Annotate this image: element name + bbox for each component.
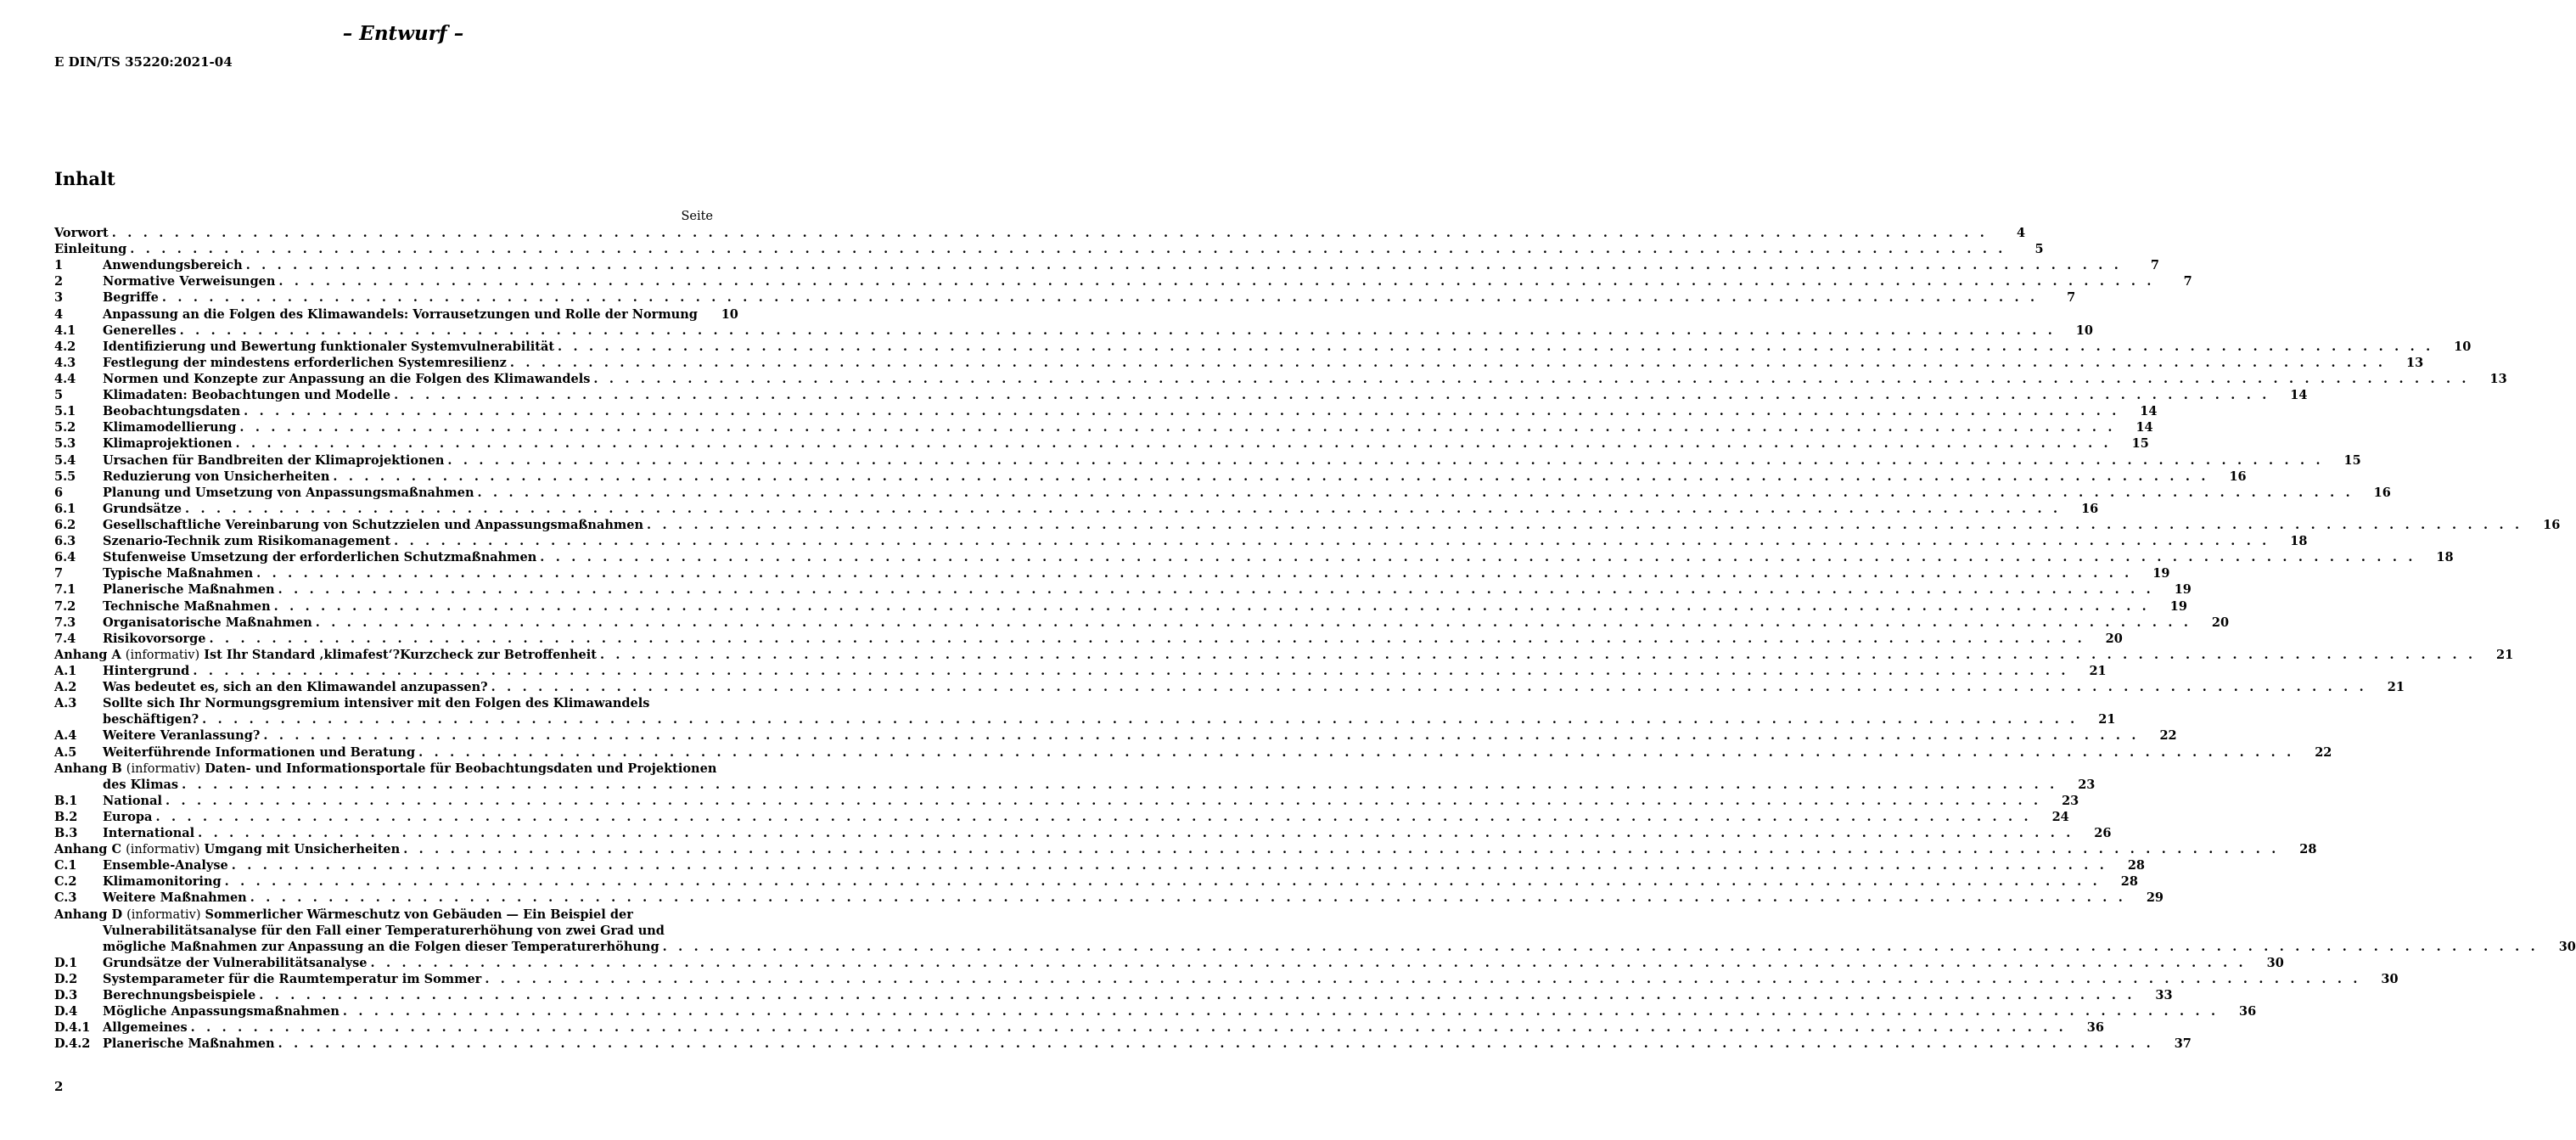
dot-leader: . . . . . . . . . . . . . . . . . . . . . . . . . . . . . . . . . . . . . . . . . . . . . . . . . . . . . . . . . . . . . . . . . . . . . . . . . . . . . . . . . . . . . . . . . . . . . . . . . . . . . . . . . . . . . . . . . . . . . . . .	[155, 809, 2032, 824]
toc-entry-page: 19	[2152, 566, 2170, 581]
dot-leader: . . . . . . . . . . . . . . . . . . . . . . . . . . . . . . . . . . . . . . . . . . . . . . . . . . . . . . . . . . . . . . . . . . . . . . . . . . . . . . . . . . . . . . . . . . . . . . . . . . . . . . . . . . . . . . . . . . . . . . . .	[370, 955, 2247, 970]
toc-entry-title: Weitere Veranlassung?	[103, 728, 261, 744]
toc-entry-page: 16	[2081, 501, 2099, 516]
dot-leader: . . . . . . . . . . . . . . . . . . . . . . . . . . . . . . . . . . . . . . . . . . . . . . . . . . . . . . . . . . . . . . . . . . . . . . . . . . . . . . . . . . . . . . . . . . . . . . . . . . . . . . . . . . . . . . . . . . . . . . . .	[165, 793, 2042, 808]
dot-leader: . . . . . . . . . . . . . . . . . . . . . . . . . . . . . . . . . . . . . . . . . . . . . . . . . . . . . . . . . . . . . . . . . . . . . . . . . . . . . . . . . . . . . . . . . . . . . . . . . . . . . . . . . . . . . . . . . . . . . . . .	[447, 452, 2324, 468]
toc-entry-title: Vulnerabilitätsanalyse für den Fall einer Temperaturerhöhung von zwei Grad und	[103, 923, 665, 938]
toc-entry-title: Technische Maßnahmen	[103, 598, 271, 614]
toc-entry-title: Stufenweise Umsetzung der erforderlichen Schutzmaßnahmen	[103, 550, 537, 565]
toc-entry[interactable]	[54, 841, 2317, 857]
toc-entry[interactable]	[54, 777, 2096, 793]
toc-entry-page: 5	[2034, 242, 2044, 257]
dot-leader: . . . . . . . . . . . . . . . . . . . . . . . . . . . . . . . . . . . . . . . . . . . . . . . . . . . . . . . . . . . . . . . . . . . . . . . . . . . . . . . . . . . . . . . . . . . . . . . . . . . . . . . . . . . . . . . . . . . . . . . .	[278, 274, 2155, 289]
toc-entry-title: Identifizierung und Bewertung funktionaler Systemvulnerabilität	[103, 339, 555, 354]
toc-entry[interactable]	[54, 1036, 2192, 1052]
dot-leader: . . . . . . . . . . . . . . . . . . . . . . . . . . . . . . . . . . . . . . . . . . . . . . . . . . . . . . . . . . . . . . . . . . . . . . . . . . . . . . . . . . . . . . . . . . . . . . . . . . . . . . . . . . . . . . . . . . . . . . . .	[273, 598, 2150, 614]
toc-entry-page: 21	[2089, 663, 2107, 678]
toc-entry-page: 15	[2131, 436, 2149, 452]
toc-entry-annex-title	[54, 761, 720, 778]
toc-entry-number: A.4	[54, 728, 77, 744]
toc-entry-title: des Klimas	[103, 777, 179, 792]
dot-leader: . . . . . . . . . . . . . . . . . . . . . . . . . . . . . . . . . . . . . . . . . . . . . . . . . . . . . . . . . . . . . . . . . . . . . . . . . . . . . . . . . . . . . . . . . . . . . . . . . . . . . . . . . . . . . . . . . . . . . . . .	[418, 744, 2295, 760]
toc-entry-page: 4	[2016, 226, 2026, 240]
toc-entry-number: 4.3	[54, 355, 76, 370]
toc-entry-page: 13	[2489, 371, 2507, 386]
dot-leader: . . . . . . . . . . . . . . . . . . . . . . . . . . . . . . . . . . . . . . . . . . . . . . . . . . . . . . . . . . . . . . . . . . . . . . . . . . . . . . . . . . . . . . . . . . . . . . . . . . . . . . . . . . . . . . . . . . . . . . . .	[256, 566, 2133, 581]
toc-entry-number: 4.1	[54, 323, 76, 338]
toc-entry-page: 23	[2062, 793, 2079, 808]
dot-leader: . . . . . . . . . . . . . . . . . . . . . . . . . . . . . . . . . . . . . . . . . . . . . . . . . . . . . . . . . . . . . . . . . . . . . . . . . . . . . . . . . . . . . . . . . . . . . . . . . . . . . . . . . . . . . . . . . . . . . . . .	[245, 258, 2122, 273]
toc-entry[interactable]	[54, 663, 2107, 679]
toc-entry[interactable]	[54, 1003, 2257, 1019]
toc-entry[interactable]	[54, 549, 2454, 565]
toc-entry[interactable]	[54, 857, 2146, 873]
toc-entry-page: 7	[2067, 290, 2076, 306]
toc-entry[interactable]	[54, 387, 2308, 403]
dot-leader: . . . . . . . . . . . . . . . . . . . . . . . . . . . . . . . . . . . . . . . . . . . . . . . . . . . . . . . . . . . . . . . . . . . . . . . . . . . . . . . . . . . . . . . . . . . . . . . . . . . . . . . . . . . . . . . . . . . . . . . .	[239, 420, 2116, 435]
toc-entry-title: Klimadaten: Beobachtungen und Modelle	[103, 388, 391, 403]
toc-entry-title: Reduzierung von Unsicherheiten	[103, 469, 330, 484]
toc-entry[interactable]	[54, 907, 714, 923]
toc-entry-title: Hintergrund	[103, 663, 190, 678]
toc-entry-title: Planung und Umsetzung von Anpassungsmaßnahmen	[103, 485, 474, 500]
toc-entry-title: Beobachtungsdaten	[103, 404, 241, 419]
toc-entry-number: C.2	[54, 874, 77, 890]
dot-leader: . . . . . . . . . . . . . . . . . . . . . . . . . . . . . . . . . . . . . . . . . . . . . . . . . . . . . . . . . . . . . . . . . . . . . . . . . . . . . . . . . . . . . . . . . . . . . . . . . . . . . . . . . . . . . . . . . . . . . . . .	[342, 1004, 2220, 1019]
toc-entry[interactable]	[54, 323, 2093, 339]
toc-entry[interactable]	[54, 761, 717, 777]
toc-entry-title: Berechnungsbeispiele	[103, 988, 256, 1003]
toc-entry[interactable]	[54, 890, 2164, 906]
annex-informative: (informativ)	[126, 843, 200, 857]
toc-entry-page: 30	[2266, 955, 2284, 970]
dot-leader: . . . . . . . . . . . . . . . . . . . . . . . . . . . . . . . . . . . . . . . . . . . . . . . . . . . . . . . . . . . . . . . . . . . . . . . . . . . . . . . . . . . . . . . . . . . . . . . . . . . . . . . . . . . . . . . . . . . . . . . .	[244, 404, 2120, 419]
dot-leader: . . . . . . . . . . . . . . . . . . . . . . . . . . . . . . . . . . . . . . . . . . . . . . . . . . . . . . . . . . . . . . . . . . . . . . . . . . . . . . . . . . . . . . . . . . . . . . . . . . . . . . . . . . . . . . . . . . . . . . . .	[558, 339, 2434, 354]
toc-entry-number: 1	[54, 258, 64, 273]
toc-entry-page: 21	[2496, 647, 2514, 662]
toc-entry-page: 28	[2127, 858, 2146, 873]
toc-entry-page: 13	[2406, 355, 2424, 370]
dot-leader: . . . . . . . . . . . . . . . . . . . . . . . . . . . . . . . . . . . . . . . . . . . . . . . . . . . . . . . . . . . . . . . . . . . . . . . . . . . . . . . . . . . . . . . . . . . . . . . . . . . . . . . . . . . . . . . . . . . . . . . .	[509, 355, 2387, 370]
toc-entry[interactable]	[54, 679, 2405, 695]
dot-leader: . . . . . . . . . . . . . . . . . . . . . . . . . . . . . . . . . . . . . . . . . . . . . . . . . . . . . . . . . . . . . . . . . . . . . . . . . . . . . . . . . . . . . . . . . . . . . . . . . . . . . . . . . . . . . . . . . . . . . . . .	[491, 680, 2367, 695]
dot-leader: . . . . . . . . . . . . . . . . . . . . . . . . . . . . . . . . . . . . . . . . . . . . . . . . . . . . . . . . . . . . . . . . . . . . . . . . . . . . . . . . . . . . . . . . . . . . . . . . . . . . . . . . . . . . . . . . . . . . . . . .	[190, 1020, 2067, 1036]
toc-entry[interactable]	[54, 403, 2158, 419]
toc-entry-title: Klimamonitoring	[103, 874, 222, 890]
dot-leader: . . . . . . . . . . . . . . . . . . . . . . . . . . . . . . . . . . . . . . . . . . . . . . . . . . . . . . . . . . . . . . . . . . . . . . . . . . . . . . . . . . . . . . . . . . . . . . . . . . . . . . . . . . . . . . . . . . . . . . . .	[540, 550, 2416, 565]
toc-entry-page: 36	[2086, 1020, 2104, 1036]
annex-prefix: Anhang A	[54, 647, 121, 662]
toc-entry[interactable]	[54, 727, 2177, 744]
toc-entry-number: B.2	[54, 809, 78, 824]
toc-entry-page: 7	[2183, 274, 2192, 289]
toc-entry-title: Mögliche Anpassungsmaßnahmen	[103, 1004, 340, 1019]
dot-leader: . . . . . . . . . . . . . . . . . . . . . . . . . . . . . . . . . . . . . . . . . . . . . . . . . . . . . . . . . . . . . . . . . . . . . . . . . . . . . . . . . . . . . . . . . . . . . . . . . . . . . . . . . . . . . . . . . . . . . . . .	[130, 242, 2006, 257]
toc-entry-title: Organisatorische Maßnahmen	[103, 615, 312, 630]
toc-entry-page: 16	[2373, 485, 2391, 500]
toc-entry-number: 5.4	[54, 452, 76, 468]
toc-entry-title: Einleitung	[54, 242, 127, 257]
dot-leader: . . . . . . . . . . . . . . . . . . . . . . . . . . . . . . . . . . . . . . . . . . . . . . . . . . . . . . . . . . . . . . . . . . . . . . . . . . . . . . . . . . . . . . . . . . . . . . . . . . . . . . . . . . . . . . . . . . . . . . . .	[202, 712, 2079, 727]
toc-entry-number: 6	[54, 485, 64, 500]
toc-entry[interactable]	[54, 225, 2026, 241]
annex-prefix: Anhang C	[54, 842, 121, 857]
toc-entry-page: 23	[2078, 777, 2096, 792]
toc-entry[interactable]	[54, 939, 2576, 955]
toc-entry[interactable]	[54, 987, 2173, 1003]
dot-leader: . . . . . . . . . . . . . . . . . . . . . . . . . . . . . . . . . . . . . . . . . . . . . . . . . . . . . . . . . . . . . . . . . . . . . . . . . . . . . . . . . . . . . . . . . . . . . . . . . . . . . . . . . . . . . . . . . . . . . . . .	[662, 939, 2539, 954]
toc-entry-title: beschäftigen?	[103, 712, 199, 727]
toc-entry-title: Gesellschaftliche Vereinbarung von Schutzzielen und Anpassungsmaßnahmen	[103, 517, 643, 532]
toc-entry-number: 7.1	[54, 582, 76, 598]
draft-label: – Entwurf –	[342, 22, 464, 45]
toc-entry[interactable]	[54, 793, 2079, 809]
toc-entry[interactable]	[54, 469, 2247, 485]
toc-entry-title: International	[103, 826, 195, 841]
toc-entry[interactable]	[54, 1019, 2104, 1036]
toc-entry[interactable]	[54, 565, 2170, 581]
dot-leader: . . . . . . . . . . . . . . . . . . . . . . . . . . . . . . . . . . . . . . . . . . . . . . . . . . . . . . . . . . . . . . . . . . . . . . . . . . . . . . . . . . . . . . . . . . . . . . . . . . . . . . . . . . . . . . . . . . . . . . . .	[403, 842, 2280, 857]
dot-leader: . . . . . . . . . . . . . . . . . . . . . . . . . . . . . . . . . . . . . . . . . . . . . . . . . . . . . . . . . . . . . . . . . . . . . . . . . . . . . . . . . . . . . . . . . . . . . . . . . . . . . . . . . . . . . . . . . . . . . . . .	[259, 988, 2135, 1003]
toc-entry-title: Grundsätze der Vulnerabilitätsanalyse	[103, 955, 368, 970]
toc-entry[interactable]	[54, 257, 2159, 273]
toc-entry-page: 20	[2105, 631, 2123, 646]
toc-entry[interactable]	[54, 711, 2116, 727]
toc-entry-annex-title	[54, 647, 600, 664]
toc-entry-title: Festlegung der mindestens erforderlichen Systemresilienz	[103, 355, 507, 370]
toc-entry-number: D.4	[54, 1004, 78, 1019]
toc-entry[interactable]	[54, 971, 2399, 987]
dot-leader: . . . . . . . . . . . . . . . . . . . . . . . . . . . . . . . . . . . . . . . . . . . . . . . . . . . . . . . . . . . . . . . . . . . . . . . . . . . . . . . . . . . . . . . . . . . . . . . . . . . . . . . . . . . . . . . . . . . . . . . .	[394, 388, 2270, 403]
toc-entry-page: 14	[2135, 420, 2153, 435]
annex-title: Sommerlicher Wärmeschutz von Gebäuden — Ein Beispiel der	[205, 907, 633, 922]
toc-entry-number: 7.3	[54, 615, 76, 630]
toc-entry-title: Europa	[103, 809, 153, 824]
toc-entry-title: Allgemeines	[103, 1020, 188, 1036]
toc-entry-title: Planerische Maßnahmen	[103, 1036, 275, 1052]
dot-leader: . . . . . . . . . . . . . . . . . . . . . . . . . . . . . . . . . . . . . . . . . . . . . . . . . . . . . . . . . . . . . . . . . . . . . . . . . . . . . . . . . . . . . . . . . . . . . . . . . . . . . . . . . . . . . . . . . . . . . . . .	[231, 858, 2108, 873]
toc-entry[interactable]	[54, 873, 2138, 890]
toc-entry-page: 37	[2174, 1036, 2192, 1052]
toc-entry-page: 10	[2075, 323, 2093, 338]
dot-leader: . . . . . . . . . . . . . . . . . . . . . . . . . . . . . . . . . . . . . . . . . . . . . . . . . . . . . . . . . . . . . . . . . . . . . . . . . . . . . . . . . . . . . . . . . . . . . . . . . . . . . . . . . . . . . . . . . . . . . . . .	[593, 371, 2470, 386]
toc-title: Inhalt	[54, 168, 115, 189]
dot-leader: . . . . . . . . . . . . . . . . . . . . . . . . . . . . . . . . . . . . . . . . . . . . . . . . . . . . . . . . . . . . . . . . . . . . . . . . . . . . . . . . . . . . . . . . . . . . . . . . . . . . . . . . . . . . . . . . . . . . . . . .	[161, 290, 2039, 306]
toc-entry-number: 3	[54, 290, 64, 306]
toc-entry-number: 6.4	[54, 550, 76, 565]
toc-entry-number: A.3	[54, 696, 77, 711]
toc-entry-annex-title	[54, 841, 403, 858]
toc-entry[interactable]	[54, 809, 2069, 825]
toc-entry-title: Planerische Maßnahmen	[103, 582, 275, 598]
toc-entry[interactable]	[54, 581, 2192, 598]
dot-leader: . . . . . . . . . . . . . . . . . . . . . . . . . . . . . . . . . . . . . . . . . . . . . . . . . . . . . . . . . . . . . . . . . . . . . . . . . . . . . . . . . . . . . . . . . . . . . . . . . . . . . . . . . . . . . . . . . . . . . . . .	[209, 631, 2085, 646]
toc-entry-number: D.3	[54, 988, 78, 1003]
toc-entry-page: 20	[2211, 615, 2230, 630]
toc-entry-number: 4	[54, 306, 64, 322]
toc-entry-number: D.1	[54, 955, 78, 970]
toc-entry[interactable]	[54, 598, 2187, 615]
toc-entry-page: 14	[2290, 388, 2308, 403]
toc-entry-number: 4.4	[54, 371, 76, 386]
toc-entry-title: Normen und Konzepte zur Anpassung an die Folgen des Klimawandels	[103, 371, 591, 386]
toc-entry[interactable]	[54, 923, 714, 939]
toc-entry-title: Ursachen für Bandbreiten der Klimaprojektionen	[103, 452, 445, 468]
toc-entry-number: D.4.2	[54, 1036, 91, 1052]
toc-entry[interactable]	[54, 435, 2149, 452]
dot-leader: . . . . . . . . . . . . . . . . . . . . . . . . . . . . . . . . . . . . . . . . . . . . . . . . . . . . . . . . . . . . . . . . . . . . . . . . . . . . . . . . . . . . . . . . . . . . . . . . . . . . . . . . . . . . . . . . . . . . . . . .	[193, 663, 2069, 678]
toc-entry-title: Anwendungsbereich	[103, 258, 243, 273]
toc-entry-title: Systemparameter für die Raumtemperatur im Sommer	[103, 972, 482, 987]
toc-entry-number: 5.1	[54, 404, 76, 419]
toc-entry-title: National	[103, 793, 162, 808]
toc-entry-page: 30	[2381, 972, 2399, 987]
toc-entry-page: 29	[2146, 890, 2164, 906]
toc-entry-title: Begriffe	[103, 290, 159, 306]
toc-entry[interactable]	[54, 695, 714, 711]
page-number: 2	[54, 1079, 64, 1094]
annex-title: Ist Ihr Standard ‚klimafest‘?Kurzcheck zur Betroffenheit	[204, 647, 597, 662]
toc-entry-page: 18	[2436, 550, 2454, 565]
toc-entry-number: 5	[54, 388, 64, 403]
toc-entry-number: A.1	[54, 663, 77, 678]
dot-leader: . . . . . . . . . . . . . . . . . . . . . . . . . . . . . . . . . . . . . . . . . . . . . . . . . . . . . . . . . . . . . . . . . . . . . . . . . . . . . . . . . . . . . . . . . . . . . . . . . . . . . . . . . . . . . . . . . . . . . . . .	[184, 501, 2062, 516]
toc-entry-number: 5.2	[54, 420, 76, 435]
toc-entry[interactable]	[54, 273, 2192, 289]
toc-entry-title: Sollte sich Ihr Normungsgremium intensiver mit den Folgen des Klimawandels	[103, 696, 650, 711]
toc-entry-title: Weitere Maßnahmen	[103, 890, 247, 906]
toc-entry-number: D.4.1	[54, 1020, 91, 1036]
toc-entry[interactable]	[54, 615, 2230, 631]
toc-entry[interactable]	[54, 744, 2332, 761]
toc-entry-page: 24	[2051, 809, 2069, 824]
dot-leader: . . . . . . . . . . . . . . . . . . . . . . . . . . . . . . . . . . . . . . . . . . . . . . . . . . . . . . . . . . . . . . . . . . . . . . . . . . . . . . . . . . . . . . . . . . . . . . . . . . . . . . . . . . . . . . . . . . . . . . . .	[235, 436, 2112, 452]
toc-entry-number: 6.3	[54, 534, 76, 549]
toc-entry-title: Risikovorsorge	[103, 631, 206, 646]
toc-entry-number: A.2	[54, 680, 77, 695]
annex-title: Umgang mit Unsicherheiten	[204, 842, 401, 857]
toc-entry-title: Weiterführende Informationen und Beratung	[103, 744, 416, 760]
toc-entry-title: Vorwort	[54, 226, 109, 240]
toc-entry[interactable]	[54, 419, 2153, 435]
toc-entry-number: D.2	[54, 972, 78, 987]
dot-leader: . . . . . . . . . . . . . . . . . . . . . . . . . . . . . . . . . . . . . . . . . . . . . . . . . . . . . . . . . . . . . . . . . . . . . . . . . . . . . . . . . . . . . . . . . . . . . . . . . . . . . . . . . . . . . . . . . . . . . . . .	[315, 615, 2192, 630]
toc-entry-title: Anpassung an die Folgen des Klimawandels: Vorrausetzungen und Rolle der Normung	[103, 306, 698, 322]
toc-entry-page: 36	[2239, 1004, 2257, 1019]
document-id: E DIN/TS 35220:2021-04	[54, 54, 233, 70]
toc-entry-page: 15	[2343, 452, 2361, 468]
toc-entry-title: Was bedeutet es, sich an den Klimawandel anzupassen?	[103, 680, 488, 695]
toc-entry-title: Normative Verweisungen	[103, 274, 276, 289]
toc-entry[interactable]	[54, 501, 2099, 517]
toc-entry-number: 6.2	[54, 517, 76, 532]
toc-entry-number: 5.5	[54, 469, 76, 484]
toc-entry-title: Klimamodellierung	[103, 420, 237, 435]
toc-entry-title: Grundsätze	[103, 501, 182, 516]
toc-entry-page: 21	[2098, 712, 2116, 727]
dot-leader: . . . . . . . . . . . . . . . . . . . . . . . . . . . . . . . . . . . . . . . . . . . . . . . . . . . . . . . . . . . . . . . . . . . . . . . . . . . . . . . . . . . . . . . . . . . . . . . . . . . . . . . . . . . . . . . . . . . . . . . .	[263, 728, 2140, 744]
toc-entry-page: 33	[2155, 988, 2173, 1003]
toc-entry-number: 5.3	[54, 436, 76, 452]
toc-entry-title: mögliche Maßnahmen zur Anpassung an die Folgen dieser Temperaturerhöhung	[103, 939, 659, 954]
annex-title: Daten- und Informationsportale für Beobachtungsdaten und Projektionen	[205, 761, 717, 776]
toc-entry-title: Szenario-Technik zum Risikomanagement	[103, 534, 391, 549]
toc-entry[interactable]	[54, 306, 738, 323]
dot-leader: . . . . . . . . . . . . . . . . . . . . . . . . . . . . . . . . . . . . . . . . . . . . . . . . . . . . . . . . . . . . . . . . . . . . . . . . . . . . . . . . . . . . . . . . . . . . . . . . . . . . . . . . . . . . . . . . . . . . . . . .	[647, 517, 2523, 532]
toc-entry-page: 16	[2229, 469, 2247, 484]
annex-prefix: Anhang B	[54, 761, 122, 776]
toc-entry-number: 7.2	[54, 598, 76, 614]
toc-entry[interactable]	[54, 631, 2123, 647]
toc-entry-page: 10	[721, 306, 738, 322]
toc-entry-title: Klimaprojektionen	[103, 436, 233, 452]
dot-leader: . . . . . . . . . . . . . . . . . . . . . . . . . . . . . . . . . . . . . . . . . . . . . . . . . . . . . . . . . . . . . . . . . . . . . . . . . . . . . . . . . . . . . . . . . . . . . . . . . . . . . . . . . . . . . . . . . . . . . . . .	[485, 972, 2361, 987]
toc-entry[interactable]	[54, 355, 2424, 371]
dot-leader: . . . . . . . . . . . . . . . . . . . . . . . . . . . . . . . . . . . . . . . . . . . . . . . . . . . . . . . . . . . . . . . . . . . . . . . . . . . . . . . . . . . . . . . . . . . . . . . . . . . . . . . . . . . . . . . . . . . . . . . .	[111, 226, 1989, 240]
toc-entry-number: B.3	[54, 826, 78, 841]
toc-entry-page: 21	[2387, 680, 2405, 695]
annex-informative: (informativ)	[125, 648, 200, 662]
toc-entry-page: 28	[2120, 874, 2138, 890]
toc-entry-page: 7	[2150, 258, 2159, 273]
annex-prefix: Anhang D	[54, 907, 123, 922]
toc-entry-number: C.1	[54, 858, 77, 873]
toc-entry-number: 4.2	[54, 339, 76, 354]
dot-leader: . . . . . . . . . . . . . . . . . . . . . . . . . . . . . . . . . . . . . . . . . . . . . . . . . . . . . . . . . . . . . . . . . . . . . . . . . . . . . . . . . . . . . . . . . . . . . . . . . . . . . . . . . . . . . . . . . . . . . . . .	[179, 323, 2056, 338]
dot-leader: . . . . . . . . . . . . . . . . . . . . . . . . . . . . . . . . . . . . . . . . . . . . . . . . . . . . . . . . . . . . . . . . . . . . . . . . . . . . . . . . . . . . . . . . . . . . . . . . . . . . . . . . . . . . . . . . . . . . . . . .	[250, 890, 2127, 906]
toc-entry-page: 22	[2159, 728, 2177, 744]
toc-entry-number: 7	[54, 566, 64, 581]
toc-entry[interactable]	[54, 289, 2076, 306]
annex-informative: (informativ)	[126, 761, 201, 776]
toc-entry-annex-title	[54, 907, 637, 924]
toc-entry[interactable]	[54, 533, 2308, 549]
dot-leader: . . . . . . . . . . . . . . . . . . . . . . . . . . . . . . . . . . . . . . . . . . . . . . . . . . . . . . . . . . . . . . . . . . . . . . . . . . . . . . . . . . . . . . . . . . . . . . . . . . . . . . . . . . . . . . . . . . . . . . . .	[182, 777, 2058, 792]
toc-entry[interactable]	[54, 517, 2561, 533]
toc-entry[interactable]	[54, 647, 2514, 663]
toc-entry[interactable]	[54, 485, 2391, 501]
toc-entry[interactable]	[54, 452, 2361, 469]
toc-entry-page: 19	[2169, 598, 2187, 614]
dot-leader: . . . . . . . . . . . . . . . . . . . . . . . . . . . . . . . . . . . . . . . . . . . . . . . . . . . . . . . . . . . . . . . . . . . . . . . . . . . . . . . . . . . . . . . . . . . . . . . . . . . . . . . . . . . . . . . . . . . . . . . .	[394, 534, 2270, 549]
dot-leader: . . . . . . . . . . . . . . . . . . . . . . . . . . . . . . . . . . . . . . . . . . . . . . . . . . . . . . . . . . . . . . . . . . . . . . . . . . . . . . . . . . . . . . . . . . . . . . . . . . . . . . . . . . . . . . . . . . . . . . . .	[333, 469, 2209, 484]
toc-entry-page: 22	[2315, 744, 2332, 760]
dot-leader: . . . . . . . . . . . . . . . . . . . . . . . . . . . . . . . . . . . . . . . . . . . . . . . . . . . . . . . . . . . . . . . . . . . . . . . . . . . . . . . . . . . . . . . . . . . . . . . . . . . . . . . . . . . . . . . . . . . . . . . .	[278, 1036, 2154, 1052]
dot-leader: . . . . . . . . . . . . . . . . . . . . . . . . . . . . . . . . . . . . . . . . . . . . . . . . . . . . . . . . . . . . . . . . . . . . . . . . . . . . . . . . . . . . . . . . . . . . . . . . . . . . . . . . . . . . . . . . . . . . . . . .	[599, 647, 2477, 662]
toc-entry-number: B.1	[54, 793, 78, 808]
toc-entry-page: 26	[2094, 826, 2112, 841]
toc-entry[interactable]	[54, 825, 2112, 841]
dot-leader: . . . . . . . . . . . . . . . . . . . . . . . . . . . . . . . . . . . . . . . . . . . . . . . . . . . . . . . . . . . . . . . . . . . . . . . . . . . . . . . . . . . . . . . . . . . . . . . . . . . . . . . . . . . . . . . . . . . . . . . .	[198, 826, 2074, 841]
dot-leader: . . . . . . . . . . . . . . . . . . . . . . . . . . . . . . . . . . . . . . . . . . . . . . . . . . . . . . . . . . . . . . . . . . . . . . . . . . . . . . . . . . . . . . . . . . . . . . . . . . . . . . . . . . . . . . . . . . . . . . . .	[278, 582, 2154, 598]
dot-leader: . . . . . . . . . . . . . . . . . . . . . . . . . . . . . . . . . . . . . . . . . . . . . . . . . . . . . . . . . . . . . . . . . . . . . . . . . . . . . . . . . . . . . . . . . . . . . . . . . . . . . . . . . . . . . . . . . . . . . . . .	[477, 485, 2354, 500]
toc-entry-number: A.5	[54, 744, 77, 760]
toc-entry-number: 2	[54, 274, 64, 289]
toc-entry-number: 7.4	[54, 631, 76, 646]
toc-entry-page: 16	[2543, 517, 2561, 532]
toc-entry-page: 28	[2299, 842, 2317, 857]
table-of-contents	[54, 225, 2576, 1053]
toc-entry-number: 6.1	[54, 501, 76, 516]
toc-entry[interactable]	[54, 241, 2044, 257]
dot-leader: . . . . . . . . . . . . . . . . . . . . . . . . . . . . . . . . . . . . . . . . . . . . . . . . . . . . . . . . . . . . . . . . . . . . . . . . . . . . . . . . . . . . . . . . . . . . . . . . . . . . . . . . . . . . . . . . . . . . . . . .	[224, 874, 2101, 890]
toc-entry[interactable]	[54, 955, 2284, 971]
toc-entry[interactable]	[54, 339, 2472, 355]
toc-entry-title: Ensemble-Analyse	[103, 858, 228, 873]
annex-informative: (informativ)	[126, 907, 201, 922]
page-column-label: Seite	[681, 210, 713, 223]
toc-entry-page: 19	[2174, 582, 2192, 598]
toc-entry-title: Generelles	[103, 323, 177, 338]
toc-entry-page: 10	[2454, 339, 2472, 354]
toc-entry-page: 18	[2290, 534, 2308, 549]
toc-entry[interactable]	[54, 371, 2507, 387]
toc-entry-title: Typische Maßnahmen	[103, 566, 254, 581]
toc-entry-page: 30	[2558, 939, 2576, 954]
toc-entry-number: C.3	[54, 890, 77, 906]
toc-entry-page: 14	[2140, 404, 2158, 419]
